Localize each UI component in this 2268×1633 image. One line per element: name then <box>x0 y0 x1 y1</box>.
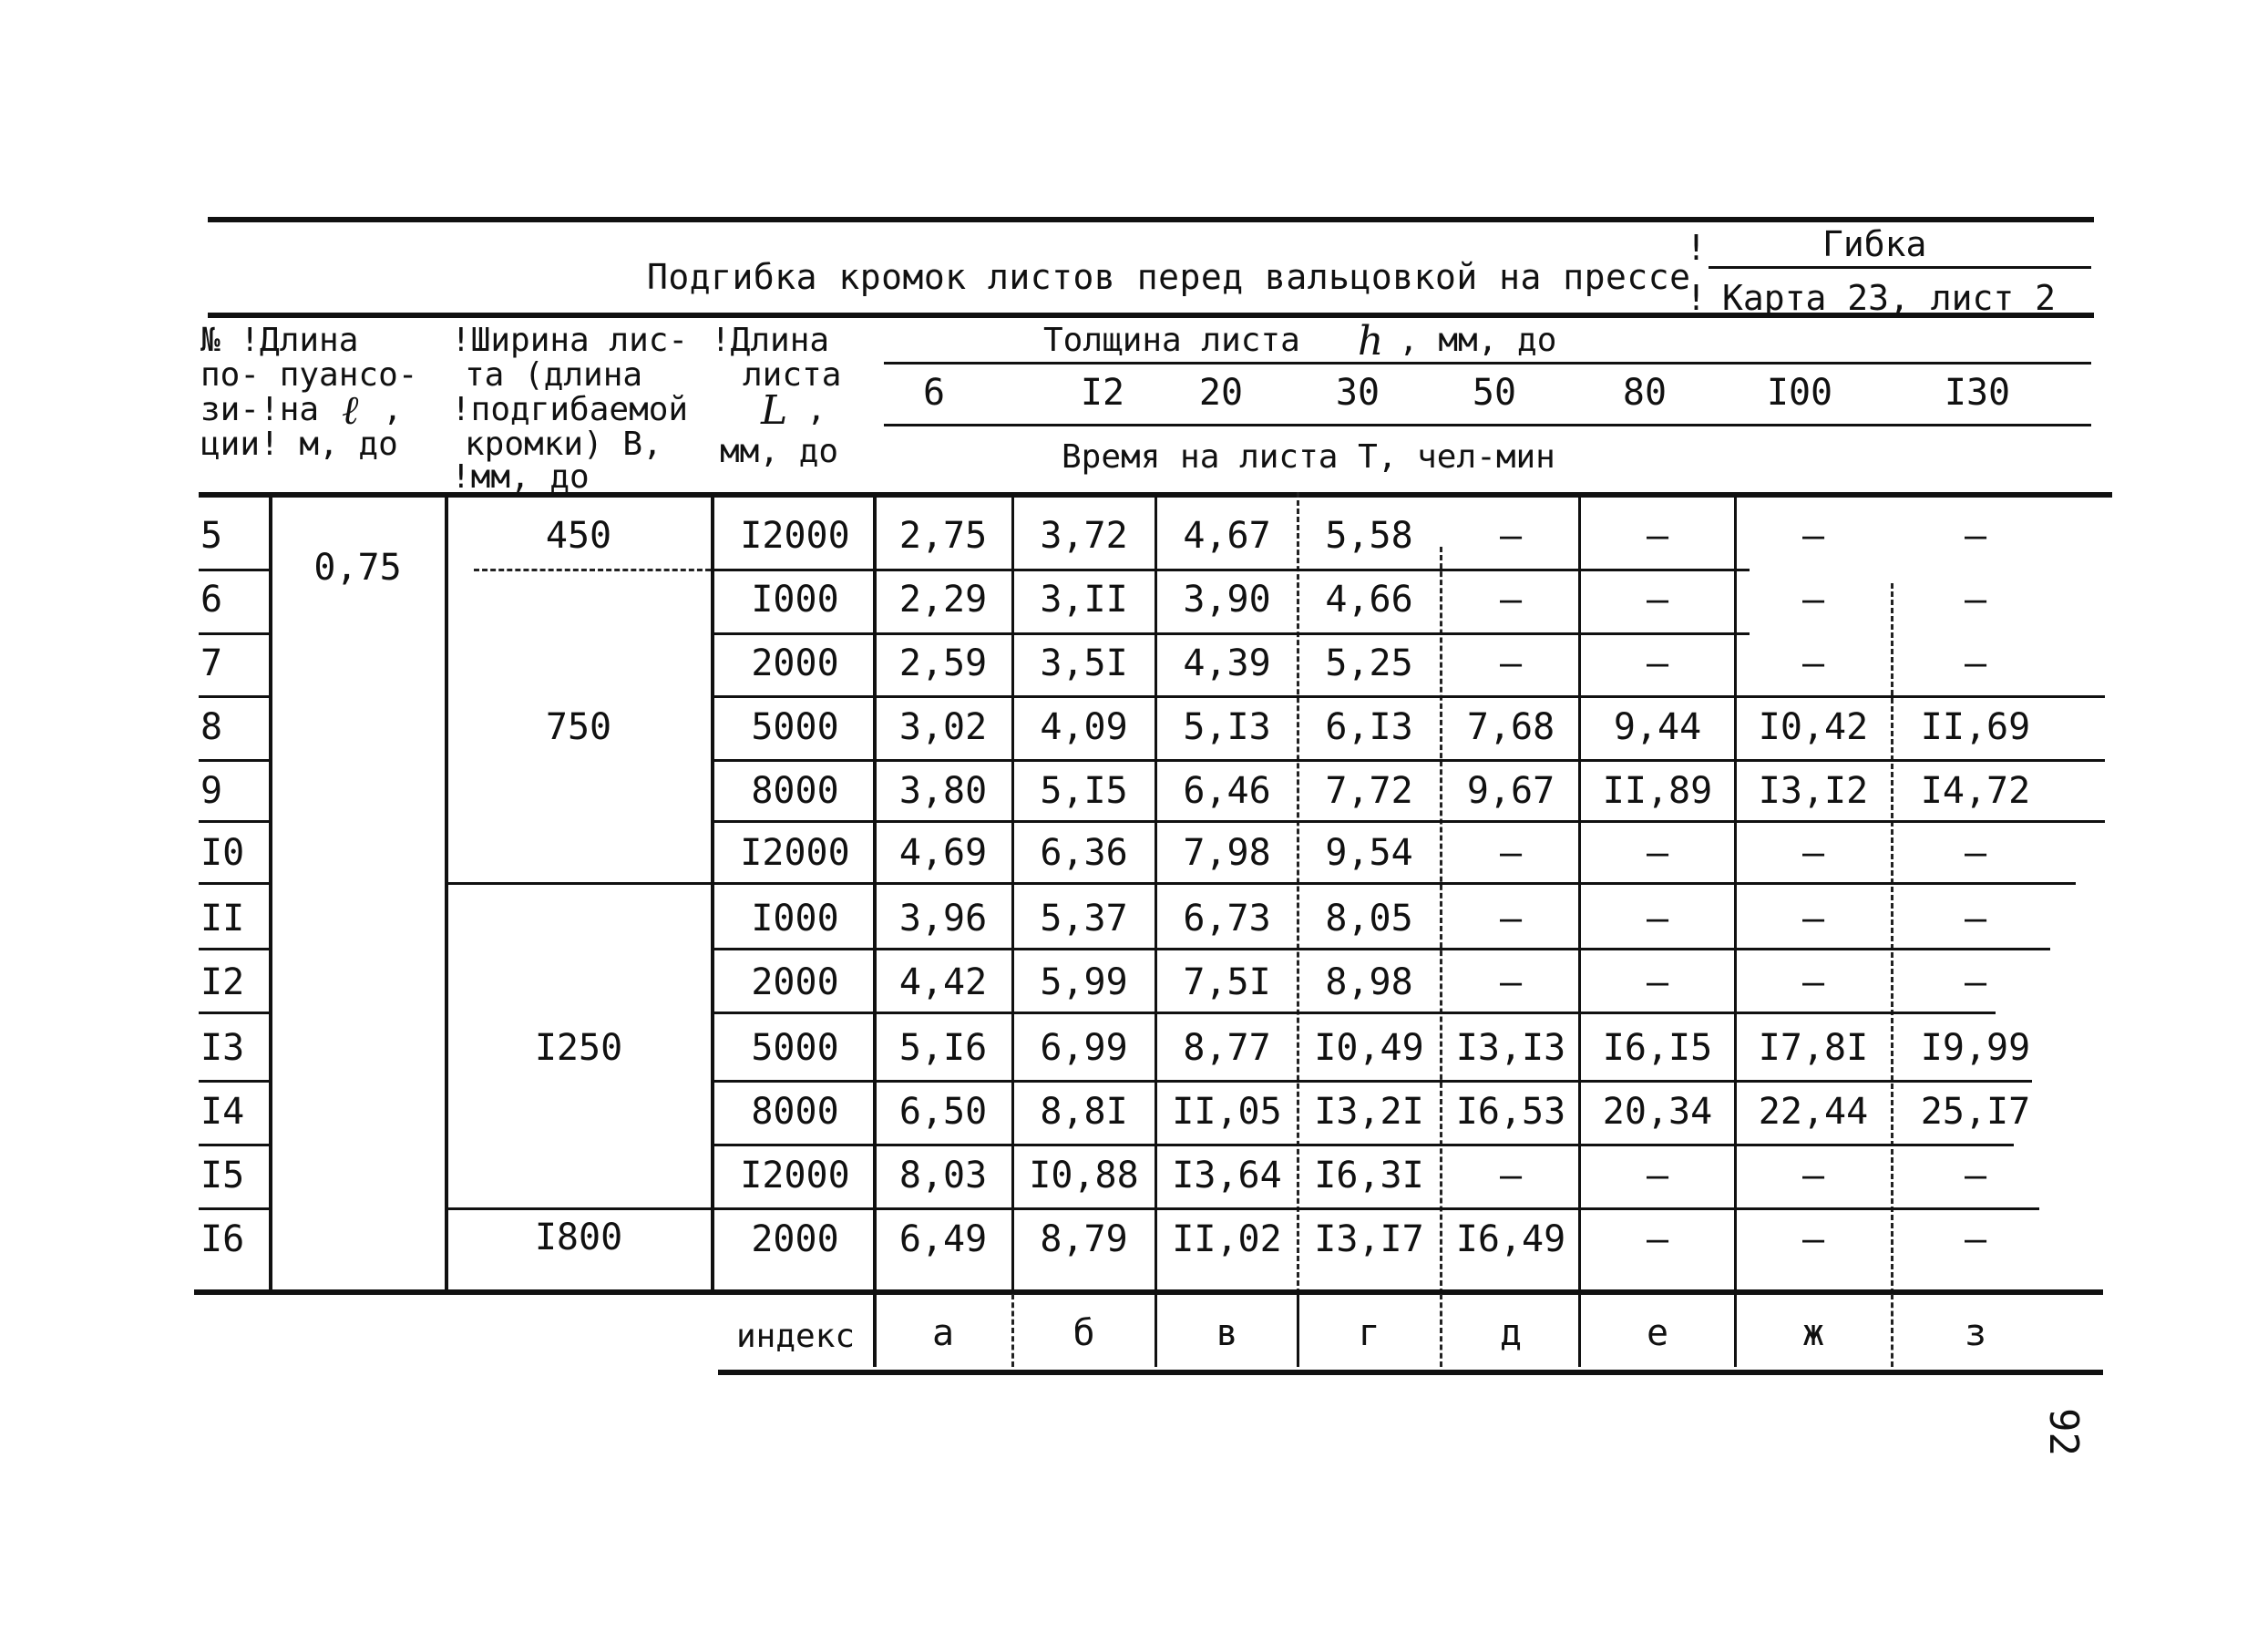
time-header: Время на листа Т, чел-мин <box>1062 438 1555 476</box>
col-header-position-line3: зи-!на <box>200 391 320 428</box>
col-header-thickness-unit: , мм, до <box>1399 322 1557 359</box>
time-value: II,89 <box>1602 770 1713 812</box>
sheet-length: I2000 <box>740 1155 850 1197</box>
position-number: I3 <box>200 1027 245 1069</box>
time-value: I6,3I <box>1314 1155 1424 1197</box>
time-value: 6,49 <box>898 1218 988 1260</box>
time-value: 6,50 <box>898 1091 988 1133</box>
col-header-width-line2: та (длина <box>465 356 643 394</box>
time-value: I0,88 <box>1029 1155 1139 1197</box>
sheet-length: 5000 <box>751 706 839 748</box>
time-value: 5,I5 <box>1040 770 1128 812</box>
time-value: – <box>1499 579 1523 621</box>
time-value: 9,67 <box>1466 770 1555 812</box>
thickness-6: 6 <box>922 372 946 414</box>
time-value: 4,69 <box>898 832 988 874</box>
col-header-position-line2: по- пуансо- <box>200 356 418 394</box>
position-number: 8 <box>200 706 223 748</box>
col-header-position-line3b: , <box>383 391 403 428</box>
time-value: I7,8I <box>1758 1027 1869 1069</box>
time-value: I4,72 <box>1920 770 2031 812</box>
time-value: – <box>1801 642 1825 684</box>
time-value: 5,I6 <box>898 1027 988 1069</box>
sheet-length: I000 <box>751 898 839 940</box>
sheet-length: 2000 <box>751 961 839 1003</box>
time-value: 6,73 <box>1183 898 1271 940</box>
width-group-450: 450 <box>545 515 612 557</box>
time-value: I9,99 <box>1920 1027 2031 1069</box>
index-letter: е <box>1646 1312 1669 1354</box>
time-value: – <box>1646 898 1669 940</box>
time-value: – <box>1801 898 1825 940</box>
index-label: индекс <box>736 1318 856 1355</box>
time-value: 3,90 <box>1183 579 1271 621</box>
index-letter: з <box>1964 1312 1987 1354</box>
punch-length-value: 0,75 <box>313 547 402 589</box>
thickness-12: I2 <box>1080 372 1125 414</box>
time-value: 7,72 <box>1325 770 1413 812</box>
index-letter: ж <box>1801 1312 1825 1354</box>
time-value: – <box>1646 515 1669 557</box>
thickness-30: 30 <box>1335 372 1380 414</box>
position-number: 6 <box>200 579 223 621</box>
time-value: I3,I7 <box>1314 1218 1424 1260</box>
time-value: 8,03 <box>898 1155 988 1197</box>
time-value: – <box>1801 515 1825 557</box>
time-value: 6,36 <box>1040 832 1128 874</box>
separator-mark: ! <box>1686 228 1707 268</box>
time-value: II,02 <box>1172 1218 1282 1260</box>
time-value: 4,42 <box>898 961 988 1003</box>
time-value: I6,49 <box>1455 1218 1566 1260</box>
punch-length-symbol-icon: ℓ <box>342 387 359 434</box>
col-header-width-line4: кромки) В, <box>465 426 662 463</box>
sheet-length-symbol-icon: L <box>761 387 788 434</box>
position-number: I2 <box>200 961 245 1003</box>
time-value: 3,02 <box>898 706 988 748</box>
time-value: 5,99 <box>1040 961 1128 1003</box>
time-value: 8,8I <box>1040 1091 1128 1133</box>
thickness-100: I00 <box>1766 372 1833 414</box>
time-value: – <box>1801 579 1825 621</box>
time-value: – <box>1964 642 1987 684</box>
sheet-length: 2000 <box>751 642 839 684</box>
time-value: 6,46 <box>1183 770 1271 812</box>
section-name: Гибка <box>1822 224 1927 264</box>
position-number: I0 <box>200 832 245 874</box>
time-value: – <box>1499 832 1523 874</box>
col-header-length-line2: листа <box>743 356 842 394</box>
page-title: Подгибка кромок листов перед вальцовкой на прессе <box>647 257 1691 297</box>
time-value: 7,98 <box>1183 832 1271 874</box>
time-value: – <box>1499 961 1523 1003</box>
index-letter: г <box>1358 1312 1380 1354</box>
time-value: 2,75 <box>898 515 988 557</box>
time-value: – <box>1499 898 1523 940</box>
col-header-length-line1: !Длина <box>711 322 830 359</box>
thickness-symbol-icon: h <box>1358 318 1384 365</box>
index-letter: д <box>1499 1312 1523 1354</box>
page-number: 92 <box>2040 1408 2087 1456</box>
time-value: I6,I5 <box>1602 1027 1713 1069</box>
thickness-20: 20 <box>1198 372 1244 414</box>
time-value: I3,2I <box>1314 1091 1424 1133</box>
time-value: – <box>1801 1218 1825 1260</box>
position-number: 9 <box>200 770 223 812</box>
time-value: – <box>1964 515 1987 557</box>
col-header-width-line5: !мм, до <box>451 458 590 496</box>
time-value: I6,53 <box>1455 1091 1566 1133</box>
time-value: 4,67 <box>1183 515 1271 557</box>
col-header-length-line4: мм, до <box>720 433 839 470</box>
sheet-length: I000 <box>751 579 839 621</box>
time-value: I0,42 <box>1758 706 1869 748</box>
time-value: 8,79 <box>1040 1218 1128 1260</box>
time-value: 25,I7 <box>1920 1091 2031 1133</box>
time-value: 8,98 <box>1325 961 1413 1003</box>
card-reference: Карта 23, лист 2 <box>1722 278 2057 318</box>
time-value: – <box>1801 832 1825 874</box>
sheet-length: 8000 <box>751 770 839 812</box>
time-value: 22,44 <box>1758 1091 1869 1133</box>
position-number: I4 <box>200 1091 245 1133</box>
time-value: I0,49 <box>1314 1027 1424 1069</box>
time-value: 5,I3 <box>1183 706 1271 748</box>
width-group-750: 750 <box>545 706 612 748</box>
thickness-80: 80 <box>1622 372 1668 414</box>
sheet-length: 2000 <box>751 1218 839 1260</box>
time-value: 4,66 <box>1325 579 1413 621</box>
time-value: – <box>1964 1155 1987 1197</box>
time-value: – <box>1499 1155 1523 1197</box>
sheet-length: I2000 <box>740 832 850 874</box>
time-value: II,69 <box>1920 706 2031 748</box>
time-value: 4,39 <box>1183 642 1271 684</box>
time-value: 5,58 <box>1325 515 1413 557</box>
time-value: 5,37 <box>1040 898 1128 940</box>
col-header-thickness: Толщина листа <box>1043 322 1300 359</box>
separator-mark: ! <box>1686 278 1707 318</box>
time-value: – <box>1801 1155 1825 1197</box>
time-value: 8,05 <box>1325 898 1413 940</box>
time-value: – <box>1964 961 1987 1003</box>
time-value: 3,5I <box>1040 642 1128 684</box>
time-value: – <box>1646 642 1669 684</box>
index-letter: а <box>931 1312 955 1354</box>
time-value: 2,29 <box>898 579 988 621</box>
time-value: 6,99 <box>1040 1027 1128 1069</box>
time-value: – <box>1646 579 1669 621</box>
col-header-position-line1: № !Длина <box>200 322 359 359</box>
thickness-130: I30 <box>1944 372 2011 414</box>
time-value: 8,77 <box>1183 1027 1271 1069</box>
time-value: 2,59 <box>898 642 988 684</box>
time-value: – <box>1646 961 1669 1003</box>
time-value: 5,25 <box>1325 642 1413 684</box>
time-value: – <box>1964 898 1987 940</box>
width-group-1250: I250 <box>534 1027 623 1069</box>
position-number: 5 <box>200 515 223 557</box>
time-value: 20,34 <box>1602 1091 1713 1133</box>
col-header-position-line4: ции! м, до <box>200 426 398 463</box>
time-value: – <box>1646 1155 1669 1197</box>
time-value: – <box>1964 832 1987 874</box>
time-value: – <box>1964 579 1987 621</box>
time-value: – <box>1646 1218 1669 1260</box>
time-value: 9,54 <box>1325 832 1413 874</box>
position-number: 7 <box>200 642 223 684</box>
width-group-1800: I800 <box>534 1217 623 1258</box>
time-value: 6,I3 <box>1325 706 1413 748</box>
col-header-length-line3: , <box>806 391 826 428</box>
index-letter: в <box>1216 1312 1238 1354</box>
time-value: I3,64 <box>1172 1155 1282 1197</box>
time-value: – <box>1499 515 1523 557</box>
time-value: 7,68 <box>1466 706 1555 748</box>
time-value: 9,44 <box>1613 706 1702 748</box>
time-value: 3,72 <box>1040 515 1128 557</box>
time-value: 4,09 <box>1040 706 1128 748</box>
thickness-50: 50 <box>1472 372 1517 414</box>
sheet-length: I2000 <box>740 515 850 557</box>
time-value: – <box>1964 1218 1987 1260</box>
time-value: 3,96 <box>898 898 988 940</box>
col-header-width-line3: !подгибаемой <box>451 391 689 428</box>
position-number: I6 <box>200 1218 245 1260</box>
time-value: – <box>1499 642 1523 684</box>
time-value: II,05 <box>1172 1091 1282 1133</box>
time-value: – <box>1801 961 1825 1003</box>
time-value: 3,II <box>1040 579 1128 621</box>
time-value: 7,5I <box>1183 961 1271 1003</box>
time-value: – <box>1646 832 1669 874</box>
position-number: II <box>200 898 245 940</box>
sheet-length: 5000 <box>751 1027 839 1069</box>
position-number: I5 <box>200 1155 245 1197</box>
index-letter: б <box>1072 1312 1095 1354</box>
time-value: 3,80 <box>898 770 988 812</box>
time-value: I3,I2 <box>1758 770 1869 812</box>
sheet-length: 8000 <box>751 1091 839 1133</box>
time-value: I3,I3 <box>1455 1027 1566 1069</box>
col-header-width-line1: !Ширина лис- <box>451 322 689 359</box>
